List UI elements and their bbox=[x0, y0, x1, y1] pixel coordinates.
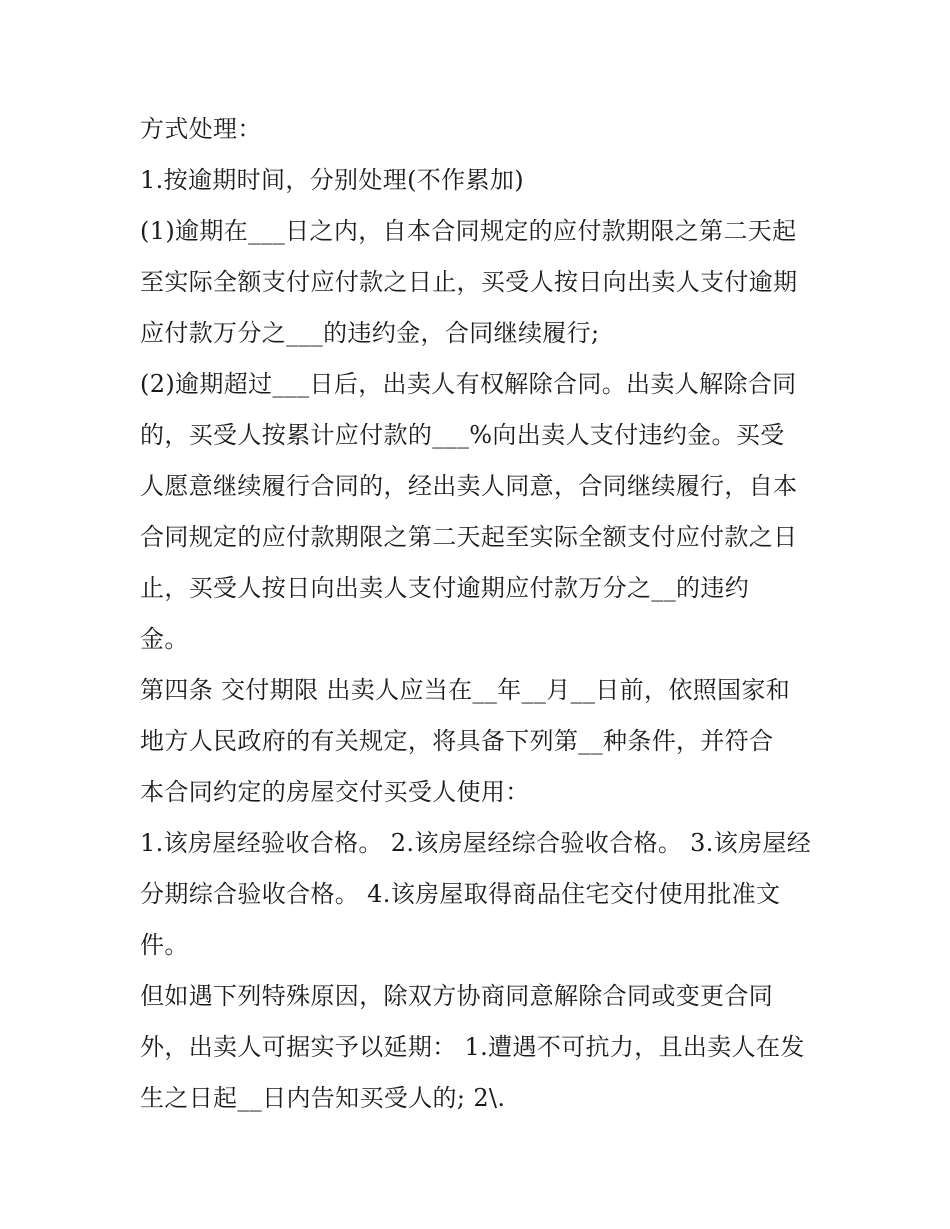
text-line: 1.按逾期时间，分别处理(不作累加) bbox=[140, 166, 524, 194]
text-line: 1.该房屋经验收合格。 2.该房屋经综合验收合格。 3.该房屋经 bbox=[140, 829, 812, 857]
text-line: 至实际全额支付应付款之日止，买受人按日向出卖人支付逾期 bbox=[140, 268, 798, 296]
text-line: 但如遇下列特殊原因，除双方协商同意解除合同或变更合同 bbox=[140, 982, 774, 1010]
text-line: 分期综合验收合格。 4.该房屋取得商品住宅交付使用批准文 bbox=[140, 880, 781, 908]
text-line: 合同规定的应付款期限之第二天起至实际全额支付应付款之日 bbox=[140, 523, 798, 551]
text-line: 件。 bbox=[140, 931, 189, 959]
text-line: 本合同约定的房屋交付买受人使用： bbox=[140, 778, 530, 806]
text-line: 外，出卖人可据实予以延期： 1.遭遇不可抗力，且出卖人在发 bbox=[140, 1033, 805, 1061]
document-body bbox=[140, 104, 820, 1124]
text-line: 人愿意继续履行合同的，经出卖人同意，合同继续履行，自本 bbox=[140, 472, 798, 500]
text-line: (1)逾期在___日之内，自本合同规定的应付款期限之第二天起 bbox=[140, 217, 797, 245]
text-line: 方式处理： bbox=[140, 115, 262, 143]
text-line: 应付款万分之___的违约金，合同继续履行; bbox=[140, 319, 600, 347]
text-line: 金。 bbox=[140, 625, 189, 653]
text-line: 止，买受人按日向出卖人支付逾期应付款万分之__的违约 bbox=[140, 574, 750, 602]
text-line: 的，买受人按累计应付款的___%向出卖人支付违约金。买受 bbox=[140, 421, 785, 449]
text-line: (2)逾期超过___日后，出卖人有权解除合同。出卖人解除合同 bbox=[140, 370, 797, 398]
text-line: 地方人民政府的有关规定，将具备下列第__种条件，并符合 bbox=[140, 727, 774, 755]
text-line: 生之日起__日内告知买受人的; 2\. bbox=[140, 1084, 506, 1112]
text-line: 第四条 交付期限 出卖人应当在__年__月__日前，依照国家和 bbox=[140, 676, 791, 704]
